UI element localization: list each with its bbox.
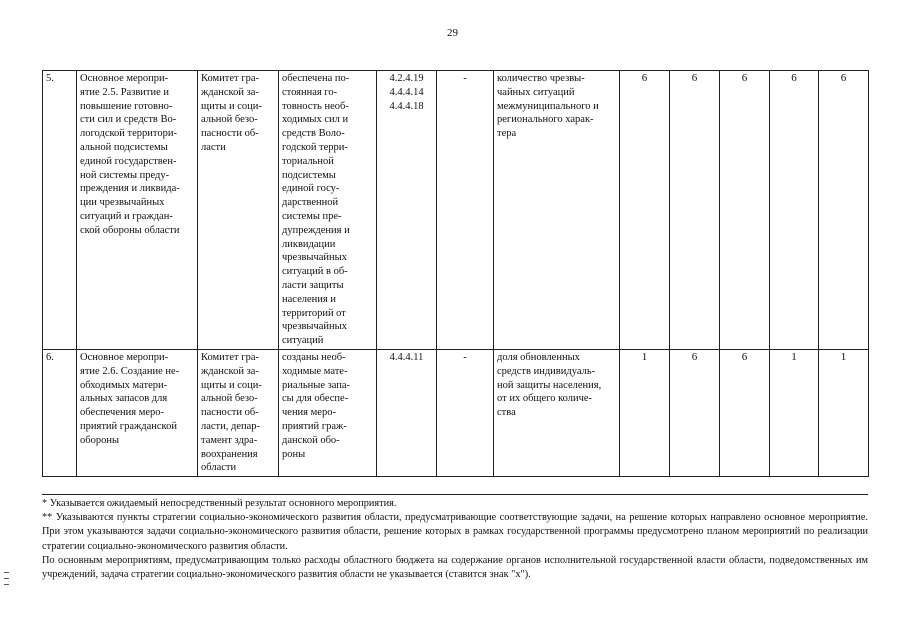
- row-number: 5.: [43, 71, 77, 350]
- footnote-3: По основным мероприятиям, предусматривающим только расходы областного бюджета на содержание органов исполнительной государственной власти области, подведомственных им учреждений, задача стратегии социально-экономического развития области не указывается (ставится знак "х").: [42, 554, 868, 581]
- value-cell: 6: [770, 71, 819, 350]
- margin-tick: [4, 572, 9, 573]
- footnote-divider: [42, 494, 868, 495]
- indicator: количество чрезвы- чайных ситуаций межмуниципального и регионального харак- тера: [494, 71, 620, 350]
- margin-marks: [4, 572, 10, 590]
- measure-name: Основное меропри- ятие 2.6. Создание не- обходимых матери- альных запасов для обеспечения меро- приятий гражданской обороны: [77, 349, 198, 476]
- value-cell: 1: [770, 349, 819, 476]
- dash-mark: -: [437, 71, 494, 350]
- value-cell: 6: [819, 71, 869, 350]
- expected-result: обеспечена по- стоянная го- товность необ- ходимых сил и средств Воло- годской терри- ториальной подсистемы единой госу- дарственной системы пре- дупреждения и ликвидации чрезвычайных ситуаций в об- ласти защиты населения и территорий от чрезвычайных ситуаций: [279, 71, 377, 350]
- page-number: 29: [447, 27, 458, 39]
- footnotes: [42, 494, 868, 582]
- margin-tick: [4, 584, 9, 585]
- value-cell: 6: [670, 349, 720, 476]
- value-cell: 6: [720, 349, 770, 476]
- row-number: 6.: [43, 349, 77, 476]
- value-cell: 6: [670, 71, 720, 350]
- footnote-2: ** Указываются пункты стратегии социально-экономического развития области, предусматривающие соответствующие задачи, на решение которых направлено основное мероприятие. При этом указываются задачи социально-экономического развития области, решение которых в рамках государственной программы предусмотрено планом мероприятий по реализации стратегии социально-экономического развития области.: [42, 512, 868, 552]
- indicator: доля обновленных средств индивидуаль- ной защиты населения, от их общего количе- ства: [494, 349, 620, 476]
- executor: Комитет гра- жданской за- щиты и соци- альной безо- пасности об- ласти, депар- тамент здра- воохранения области: [198, 349, 279, 476]
- value-cell: 1: [620, 349, 670, 476]
- strategy-tasks: 4.2.4.19 4.4.4.14 4.4.4.18: [377, 71, 437, 350]
- footnote-1: * Указывается ожидаемый непосредственный результат основного мероприятия.: [42, 498, 397, 509]
- expected-result: созданы необ- ходимые мате- риальные запа- сы для обеспе- чения меро- приятий граж- данской обо- роны: [279, 349, 377, 476]
- measures-table-container: [42, 70, 868, 477]
- table-row: [43, 71, 869, 350]
- dash-mark: -: [437, 349, 494, 476]
- executor: Комитет гра- жданской за- щиты и соци- альной безо- пасности об- ласти: [198, 71, 279, 350]
- value-cell: 1: [819, 349, 869, 476]
- strategy-tasks: 4.4.4.11: [377, 349, 437, 476]
- margin-tick: [4, 578, 9, 579]
- measure-name: Основное меропри- ятие 2.5. Развитие и повышение готовно- сти сил и средств Во- логодской территори- альной подсистемы единой государствен- ной системы преду- преждения и ликвида- ции чрезвычайных ситуаций и граждан- ской обороны области: [77, 71, 198, 350]
- value-cell: 6: [620, 71, 670, 350]
- value-cell: 6: [720, 71, 770, 350]
- table-row: [43, 349, 869, 476]
- measures-table: [42, 70, 869, 477]
